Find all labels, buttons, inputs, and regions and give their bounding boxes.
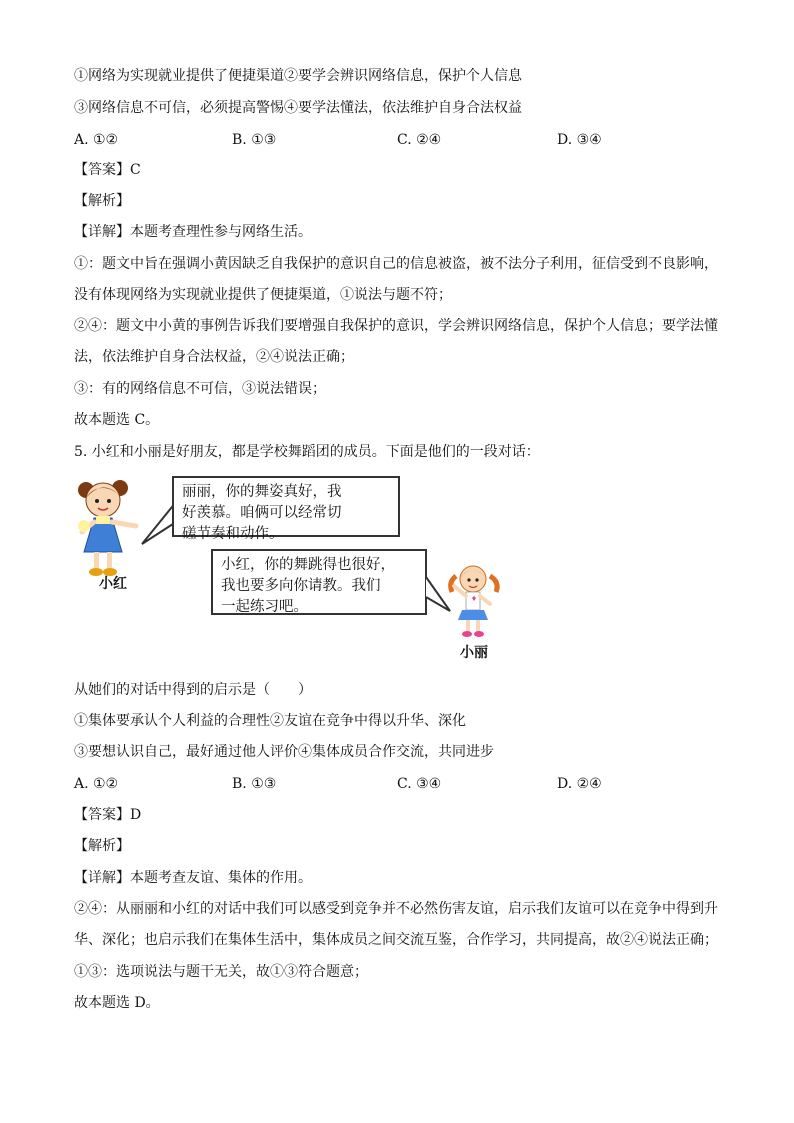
q4-detail-line: ②④：题文中小黄的事例告诉我们要增强自我保护的意识，学会辨识网络信息，保护个人信息；要学法懂: [74, 318, 718, 334]
q4-detail-line: 没有体现网络为实现就业提供了便捷渠道，①说法与题不符；: [74, 287, 452, 303]
q4-detail-line: ①：题文中旨在强调小黄因缺乏自我保护的意识自己的信息被盗，被不法分子利用，征信受到不良影响，: [74, 256, 718, 272]
q4-detail-line: 法，依法维护自身合法权益，②④说法正确；: [74, 349, 354, 365]
girl-xiaoli-name: 小丽: [460, 645, 488, 661]
q5-detail-line: ①③：选项说法与题干无关，故①③符合题意；: [74, 964, 368, 980]
q5-answer: 【答案】D: [74, 807, 142, 823]
q4-choice-a: A. ①②: [74, 132, 119, 148]
q5-detail-line: 【详解】本题考查友谊、集体的作用。: [74, 870, 312, 886]
q5-option-line-1: ①集体要承认个人利益的合理性②友谊在竞争中得以升华、深化: [74, 713, 466, 729]
speech-bubble-1: [172, 476, 400, 542]
q5-detail-line: 故本题选 D。: [74, 995, 160, 1011]
q5-choice-c: C. ③④: [397, 776, 442, 792]
bubble-1-line: 好羡慕。咱俩可以经常切: [182, 505, 342, 521]
q5-question: 从她们的对话中得到的启示是（ ）: [74, 682, 312, 698]
q5-detail-line: ②④：从丽丽和小红的对话中我们可以感受到竞争并不必然伤害友谊，启示我们友谊可以在竞争中得到升: [74, 901, 718, 917]
q4-detail-line: 【详解】本题考查理性参与网络生活。: [74, 224, 312, 240]
q4-analysis-label: 【解析】: [74, 193, 130, 209]
q4-detail-line: 故本题选 C。: [74, 412, 160, 428]
q5-choice-a: A. ①②: [74, 776, 119, 792]
q4-detail-line: ③：有的网络信息不可信，③说法错误；: [74, 381, 326, 397]
q5-detail-line: 华、深化；也启示我们在集体生活中，集体成员之间交流互鉴，合作学习，共同提高，故②④说法正确；: [74, 932, 718, 948]
q5-stem: 5. 小红和小丽是好朋友，都是学校舞蹈团的成员。下面是他们的一段对话：: [74, 444, 540, 460]
q4-choice-c: C. ②④: [397, 132, 442, 148]
q5-choice-b: B. ①③: [232, 776, 277, 792]
speech-bubble-2: [211, 549, 427, 615]
q4-choice-d: D. ③④: [557, 132, 602, 148]
q4-option-line-1: ①网络为实现就业提供了便捷渠道②要学会辨识网络信息，保护个人信息: [74, 68, 522, 84]
bubble-1-line: 丽丽，你的舞姿真好，我: [182, 484, 342, 500]
q4-option-line-2: ③网络信息不可信，必须提高警惕④要学法懂法，依法维护自身合法权益: [74, 100, 522, 116]
bubble-2-line: 一起练习吧。: [221, 599, 308, 615]
q5-option-line-2: ③要想认识自己，最好通过他人评价④集体成员合作交流，共同进步: [74, 744, 494, 760]
girl-xiaoli-illustration: [446, 562, 506, 642]
bubble-2-line: 我也要多向你请教。我们: [221, 578, 381, 594]
bubble-1-line: 磋节奏和动作。: [182, 526, 284, 542]
q5-analysis-label: 【解析】: [74, 838, 130, 854]
q4-answer: 【答案】C: [74, 162, 141, 178]
q5-choice-d: D. ②④: [557, 776, 602, 792]
girl-xiaohong-name: 小红: [99, 576, 127, 592]
q4-choice-b: B. ①③: [232, 132, 277, 148]
bubble-2-line: 小红，你的舞跳得也很好，: [221, 557, 395, 573]
